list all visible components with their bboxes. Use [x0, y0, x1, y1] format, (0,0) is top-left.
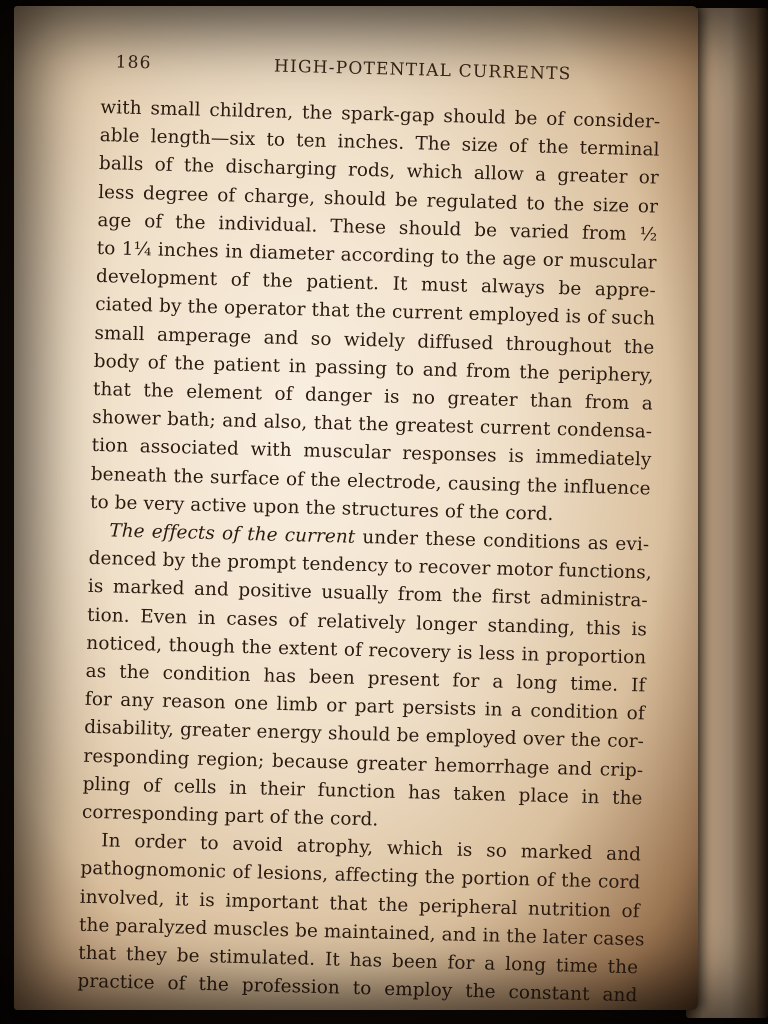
text-line: able length—six to ten inches. The size of the terminal	[99, 125, 660, 161]
page-number: 186	[115, 52, 152, 74]
text-line: with small children, the spark-gap should be of consider-	[100, 96, 661, 133]
text-line: small amperage and so widely diffused throughout the	[94, 322, 655, 359]
text-line: as the condition has been present for a long time. If	[85, 660, 646, 697]
facing-page-edge	[686, 8, 768, 1018]
text-line: practice of the profession to employ the constant and	[77, 970, 638, 1007]
text-line: for any reason one limb or part persists in a condition of	[84, 689, 646, 725]
text-line: that they be stimulated. It has been for a long time the	[78, 942, 639, 979]
text-line: involved, it is important that the peripheral nutrition of	[79, 886, 640, 923]
text-line: is marked and positive usually from the first administra-	[87, 576, 648, 612]
text-line: that the element of danger is no greater than from a	[92, 378, 654, 415]
text-line: pling of cells in their function has taken place in the	[82, 773, 643, 810]
text-line: tion. Even in cases of relatively longer standing, this is	[86, 604, 648, 641]
text-line: age of the individual. These should be varied from ½	[97, 209, 658, 246]
text-line: In order to avoid atrophy, which is so marked and	[100, 830, 642, 866]
paragraph-3	[77, 827, 645, 1010]
paragraph-1	[90, 94, 661, 532]
line-remainder: under these conditions as evi-	[355, 526, 650, 556]
running-title: HIGH-POTENTIAL CURRENTS	[273, 56, 572, 85]
italic-phrase: The effects of the current	[109, 520, 356, 548]
text-line: body of the patient in passing to and from the periphery,	[93, 350, 654, 387]
text-line: development of the patient. It must always be appre-	[95, 266, 657, 302]
text-line: balls of the discharging rods, which allow a greater or	[98, 153, 660, 190]
text-line: ciated by the operator that the current employed is of such	[94, 294, 656, 330]
page-text-block	[77, 48, 662, 1010]
text-line: corresponding part of the cord.	[81, 801, 379, 831]
text-line: less degree of charge, should be regulated to the size or	[97, 181, 659, 218]
text-line: denced by the prompt tendency to recover motor functions,	[88, 548, 653, 584]
paragraph-2	[81, 517, 653, 842]
text-line: to 1¼ inches in diameter according to the age or muscular	[96, 237, 657, 274]
text-line: disability, greater energy should be employed over the cor-	[83, 717, 645, 753]
text-line: to be very active upon the structures of the cord.	[89, 491, 554, 525]
text-line: beneath the surface of the electrode, causing the influence	[90, 463, 651, 500]
text-line: pathognomonic of lesions, affecting the portion of the cord	[80, 858, 641, 894]
text-line: tion associated with muscular responses is immediately	[91, 435, 652, 471]
text-line: shower bath; and also, that the greatest current condensa-	[92, 407, 653, 443]
text-line: the paralyzed muscles be maintained, and in the later cases	[78, 914, 645, 951]
running-header	[101, 48, 662, 97]
text-line: noticed, though the extent of recovery is less in proportion	[86, 632, 647, 669]
text-line: responding region; because greater hemorrhage and crip-	[83, 745, 644, 782]
book-page	[14, 6, 698, 1010]
